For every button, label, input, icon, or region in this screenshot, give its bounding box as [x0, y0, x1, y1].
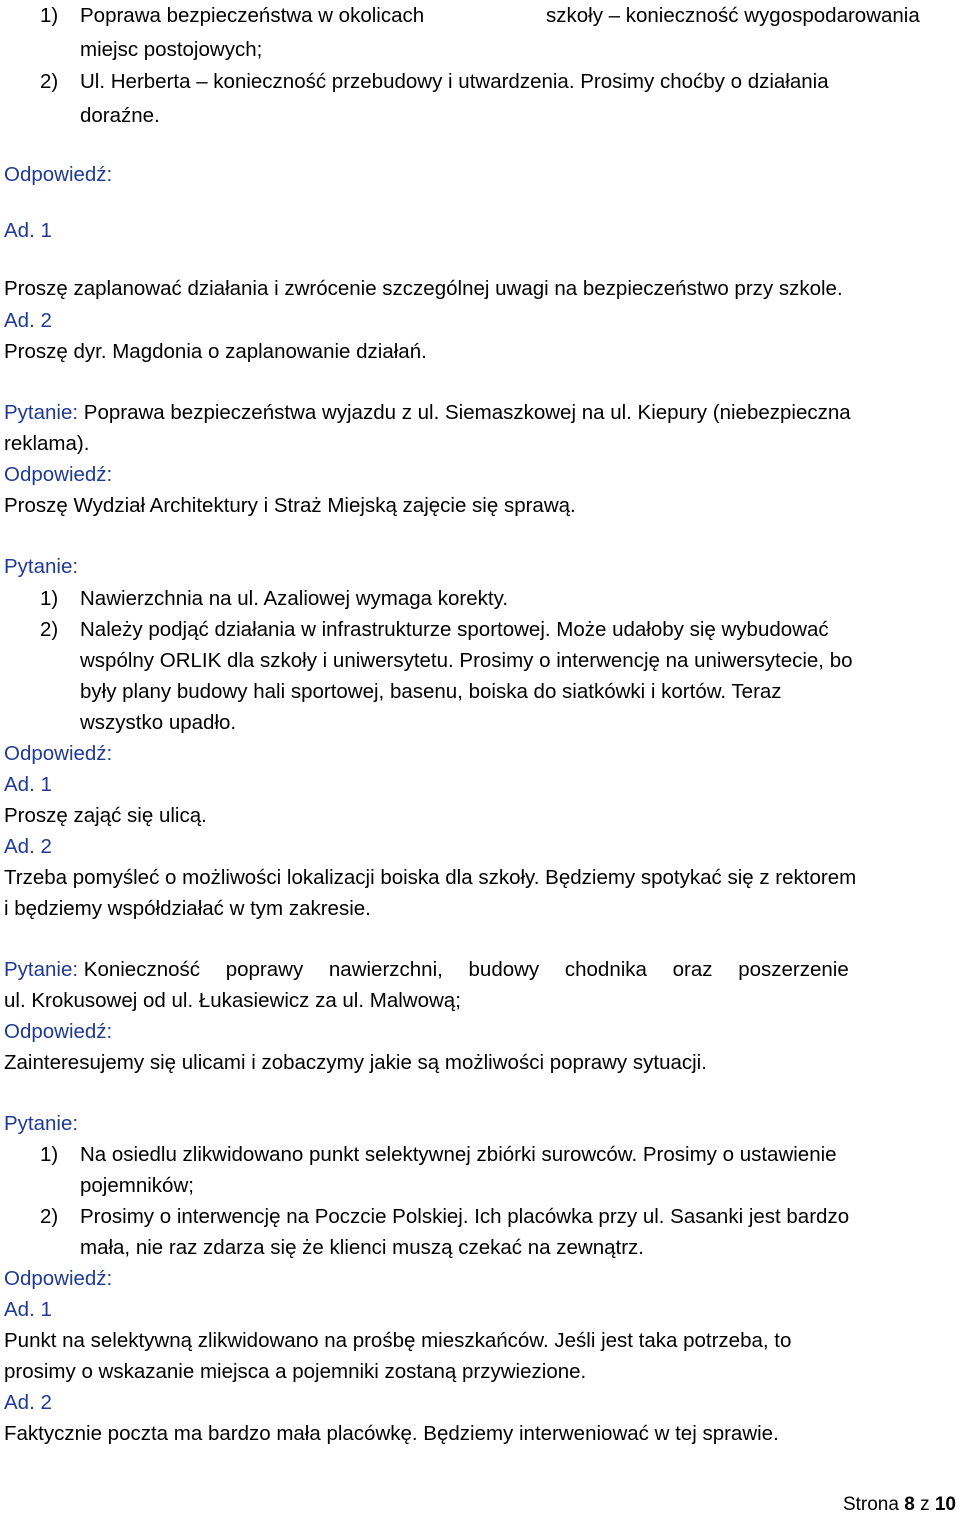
- answer-label: Odpowiedź:: [4, 463, 113, 486]
- answer-text: Proszę zaplanować działania i zwrócenie szczególnej uwagi na bezpieczeństwo przy szkole.: [4, 277, 843, 300]
- list-number: 2): [40, 618, 59, 641]
- answer-text: Punkt na selektywną zlikwidowano na prośbę mieszkańców. Jeśli jest taka potrzeba, to: [4, 1329, 792, 1352]
- item-text: wspólny ORLIK dla szkoły i uniwersytetu. Prosimy o interwencję na uniwersytecie, bo: [80, 649, 853, 672]
- list-number: 1): [40, 1143, 59, 1166]
- answer-text: Proszę Wydział Architektury i Straż Miejską zajęcie się sprawą.: [4, 494, 576, 517]
- answer-label: Odpowiedź:: [4, 1020, 113, 1043]
- ad-label: Ad. 1: [4, 773, 52, 796]
- question-label: Pytanie:: [4, 1112, 79, 1135]
- ad-label: Ad. 1: [4, 1298, 52, 1321]
- question-text: reklama).: [4, 432, 90, 455]
- item-text: mała, nie raz zdarza się że klienci muszą czekać na zewnątrz.: [80, 1236, 644, 1259]
- question-label: Pytanie:: [4, 555, 79, 578]
- ad-label: Ad. 2: [4, 1391, 52, 1414]
- item-text: Należy podjąć działania w infrastrukturze sportowej. Może udałoby się wybudować: [80, 618, 829, 641]
- list-number: 2): [40, 70, 59, 93]
- question-text: Poprawa bezpieczeństwa wyjazdu z ul. Siemaszkowej na ul. Kiepury (niebezpieczna: [83, 401, 851, 424]
- list-number: 1): [40, 4, 59, 27]
- list-number: 2): [40, 1205, 59, 1228]
- item-text: Poprawa bezpieczeństwa w okolicach: [80, 4, 425, 27]
- question-line: [4, 954, 956, 985]
- answer-text: Zainteresujemy się ulicami i zobaczymy jakie są możliwości poprawy sytuacji.: [4, 1051, 707, 1074]
- answer-label: Odpowiedź:: [4, 163, 113, 186]
- question-text: ul. Krokusowej od ul. Łukasiewicz za ul. Malwową;: [4, 989, 461, 1012]
- answer-text: Proszę dyr. Magdonia o zaplanowanie działań.: [4, 340, 427, 363]
- item-text: szkoły – konieczność wygospodarowania: [546, 4, 920, 27]
- list-number: 1): [40, 587, 59, 610]
- item-text: miejsc postojowych;: [80, 38, 263, 61]
- question-label: Pytanie:: [4, 958, 79, 981]
- item-text: Ul. Herberta – konieczność przebudowy i utwardzenia. Prosimy choćby o działania: [80, 70, 829, 93]
- item-text: były plany budowy hali sportowej, basenu, boiska do siatkówki i kortów. Teraz: [80, 680, 782, 703]
- answer-text: prosimy o wskazanie miejsca a pojemniki zostaną przywiezione.: [4, 1360, 587, 1383]
- answer-text: Faktycznie poczta ma bardzo mała placówkę. Będziemy interweniować w tej sprawie.: [4, 1422, 779, 1445]
- item-text: wszystko upadło.: [80, 711, 237, 734]
- question-text: Konieczność poprawy nawierzchni, budowy chodnika oraz poszerzenie: [83, 958, 849, 981]
- answer-text: i będziemy współdziałać w tym zakresie.: [4, 897, 371, 920]
- page-number: Strona 8 z 10: [842, 1494, 956, 1515]
- item-text: Prosimy o interwencję na Poczcie Polskiej. Ich placówka przy ul. Sasanki jest bardzo: [80, 1205, 850, 1228]
- item-text: pojemników;: [80, 1174, 194, 1197]
- answer-label: Odpowiedź:: [4, 742, 113, 765]
- item-text: doraźne.: [80, 104, 160, 127]
- answer-label: Odpowiedź:: [4, 1267, 113, 1290]
- answer-text: Proszę zająć się ulicą.: [4, 804, 207, 827]
- item-text: Na osiedlu zlikwidowano punkt selektywnej zbiórki surowców. Prosimy o ustawienie: [80, 1143, 837, 1166]
- item-text: Nawierzchnia na ul. Azaliowej wymaga korekty.: [80, 587, 509, 610]
- ad-label: Ad. 1: [4, 219, 52, 242]
- question-label: Pytanie:: [4, 401, 79, 424]
- ad-label: Ad. 2: [4, 835, 52, 858]
- question-line: [4, 397, 956, 428]
- ad-label: Ad. 2: [4, 309, 52, 332]
- answer-text: Trzeba pomyśleć o możliwości lokalizacji boiska dla szkoły. Będziemy spotykać się z rektorem: [4, 866, 857, 889]
